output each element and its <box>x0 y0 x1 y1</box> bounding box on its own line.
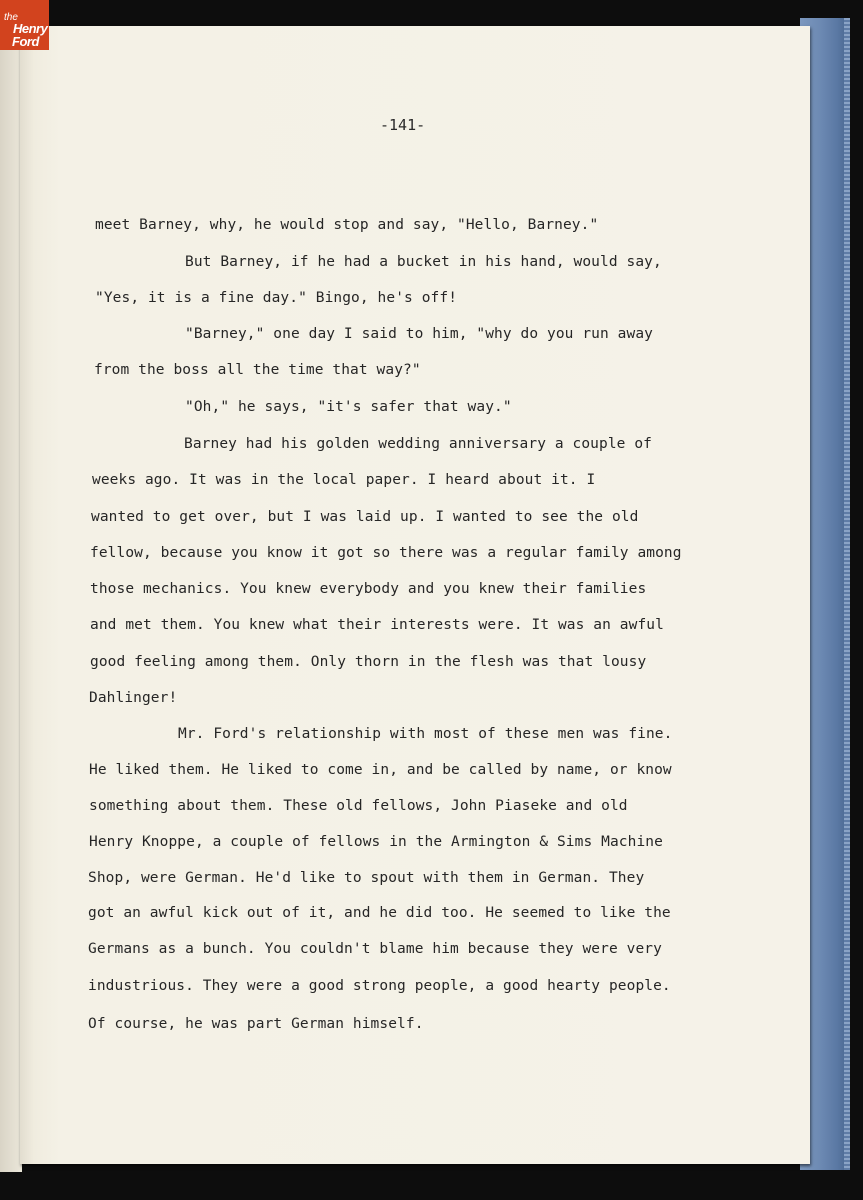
text-line: those mechanics. You knew everybody and you knew their families <box>90 581 647 597</box>
text-line: Of course, he was part German himself. <box>88 1016 424 1032</box>
text-line: Barney had his golden wedding anniversary a couple of <box>184 436 652 452</box>
text-line: "Yes, it is a fine day." Bingo, he's off! <box>95 290 458 306</box>
logo-word-ford: Ford <box>12 34 39 49</box>
page-number: -141- <box>380 116 426 134</box>
text-line: weeks ago. It was in the local paper. I heard about it. I <box>92 472 596 488</box>
henry-ford-logo <box>0 0 49 50</box>
text-line: But Barney, if he had a bucket in his hand, would say, <box>185 254 662 270</box>
text-line: got an awful kick out of it, and he did too. He seemed to like the <box>88 905 671 921</box>
text-line: industrious. They were a good strong people, a good hearty people. <box>88 978 671 994</box>
text-line: "Barney," one day I said to him, "why do you run away <box>185 326 653 342</box>
text-line: fellow, because you know it got so there was a regular family among <box>90 545 682 561</box>
text-line: Henry Knoppe, a couple of fellows in the Armington & Sims Machine <box>89 834 663 850</box>
text-line: from the boss all the time that way?" <box>94 362 421 378</box>
text-line: something about them. These old fellows, John Piaseke and old <box>89 798 628 814</box>
text-line: good feeling among them. Only thorn in the flesh was that lousy <box>90 654 647 670</box>
text-line: He liked them. He liked to come in, and be called by name, or know <box>89 762 672 778</box>
logo-word-henry: Henry <box>13 21 48 36</box>
text-line: Dahlinger! <box>89 690 178 706</box>
text-line: and met them. You knew what their interests were. It was an awful <box>90 617 664 633</box>
text-line: Shop, were German. He'd like to spout with them in German. They <box>88 870 645 886</box>
text-line: meet Barney, why, he would stop and say, "Hello, Barney." <box>95 217 599 233</box>
text-line: Mr. Ford's relationship with most of these men was fine. <box>178 726 673 742</box>
text-line: Germans as a bunch. You couldn't blame him because they were very <box>88 941 662 957</box>
facing-page-edge <box>0 22 22 1172</box>
logo-word-the: the <box>4 12 18 23</box>
book-cover-edge <box>844 18 850 1170</box>
text-line: "Oh," he says, "it's safer that way." <box>185 399 512 415</box>
text-line: wanted to get over, but I was laid up. I wanted to see the old <box>91 509 639 525</box>
